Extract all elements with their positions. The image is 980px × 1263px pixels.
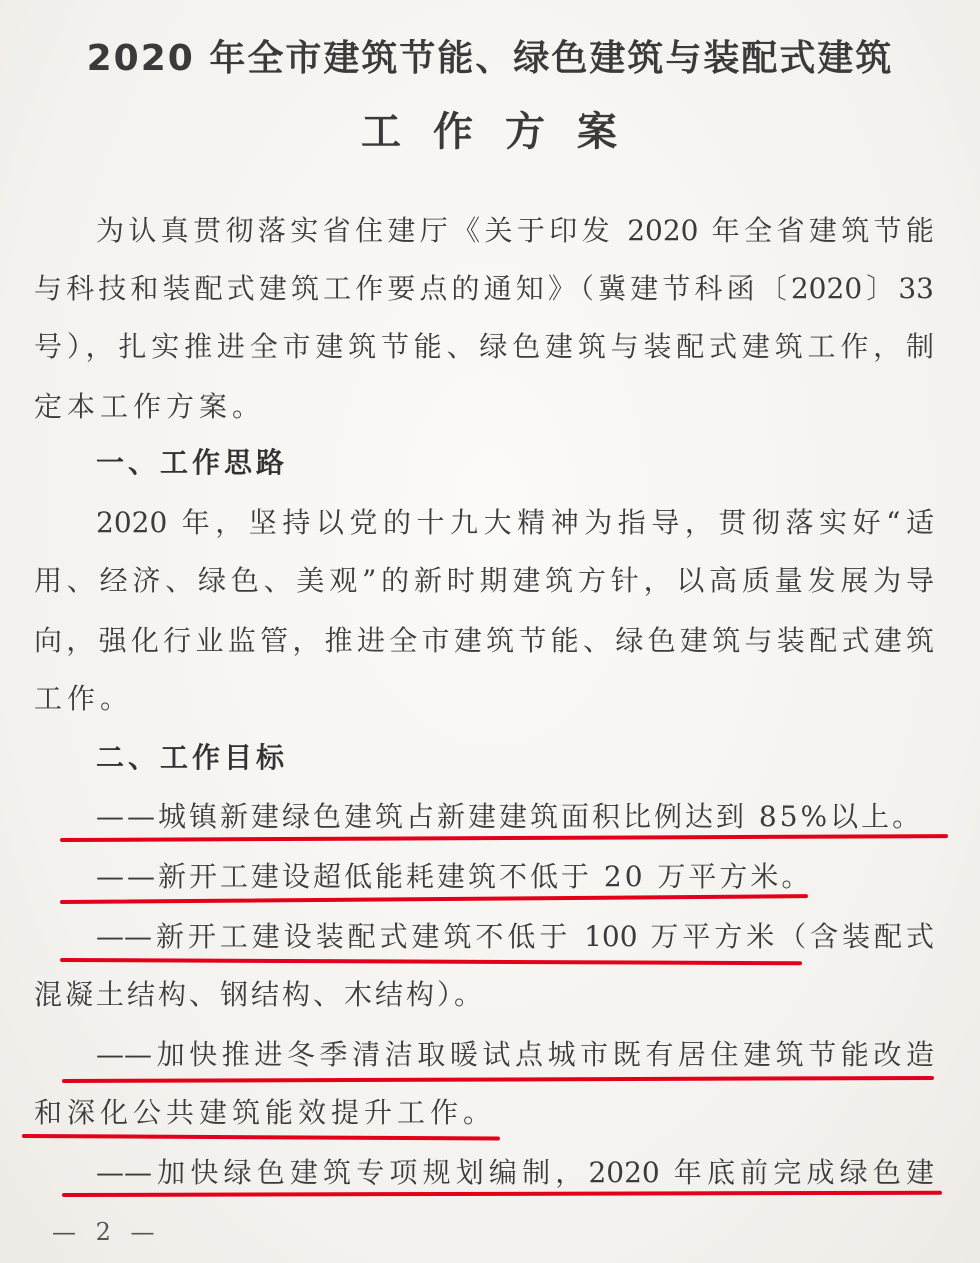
intro-line: 号），扎实推进全市建筑节能、绿色建筑与装配式建筑工作，制 xyxy=(34,330,934,363)
red-underline xyxy=(60,958,802,965)
document-title-line2: 工作方案 xyxy=(361,109,649,155)
section-heading: 一、工作思路 xyxy=(96,446,289,479)
paragraph-line: 工作。 xyxy=(34,682,134,715)
paragraph-line: 2020 年，坚持以党的十九大精神为指导，贯彻落实好“适 xyxy=(96,506,934,539)
document-title: 2020 年全市建筑节能、绿色建筑与装配式建筑 xyxy=(86,38,894,79)
intro-line: 与科技和装配式建筑工作要点的通知》（冀建节科函〔2020〕33 xyxy=(34,272,934,305)
list-item: ——城镇新建绿色建筑占新建建筑面积比例达到 85%以上。 xyxy=(96,800,924,833)
list-item: 混凝土结构、钢结构、木结构）。 xyxy=(34,978,486,1011)
paragraph-line: 用、经济、绿色、美观”的新时期建筑方针，以高质量发展为导 xyxy=(34,564,934,597)
section-heading: 二、工作目标 xyxy=(96,741,289,774)
intro-line: 为认真贯彻落实省住建厅《关于印发 2020 年全省建筑节能 xyxy=(96,214,934,247)
red-underline xyxy=(62,1076,934,1083)
list-item: ——加快绿色建筑专项规划编制，2020 年底前完成绿色建 xyxy=(96,1156,934,1189)
list-item: ——新开工建设超低能耗建筑不低于 20 万平方米。 xyxy=(96,860,813,893)
list-item: ——新开工建设装配式建筑不低于 100 万平方米（含装配式 xyxy=(96,920,934,953)
paragraph-line: 向，强化行业监管，推进全市建筑节能、绿色建筑与装配式建筑 xyxy=(34,624,934,657)
page-number: — 2 — xyxy=(52,1218,161,1246)
list-item: 和深化公共建筑能效提升工作。 xyxy=(34,1096,497,1129)
intro-line: 定本工作方案。 xyxy=(34,390,266,423)
red-underline xyxy=(22,1134,500,1141)
list-item: ——加快推进冬季清洁取暖试点城市既有居住建筑节能改造 xyxy=(96,1038,934,1071)
